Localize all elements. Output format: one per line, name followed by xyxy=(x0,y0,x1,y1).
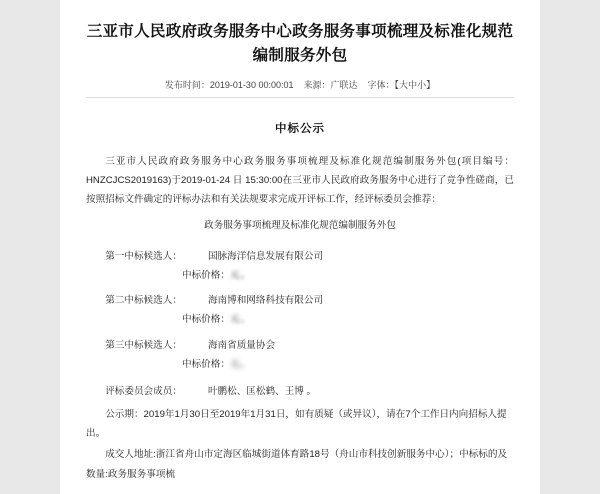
project-name-line: 政务服务事项梳理及标准化规范编制服务外包 xyxy=(204,219,396,231)
intro-paragraph: 三亚市人民政府政务服务中心政务服务事项梳理及标准化规范编制服务外包(项目编号：HNZCJCS2019163)于2019-01-24 日 15:30:00在三亚市人民政府政务服务中心进行了竞争性磋商，已按照招标文件确定的评标办法和有关法规要求完成开评标工作，经评标委员会推荐： xyxy=(86,156,514,206)
candidate-price-row xyxy=(86,355,514,374)
candidate-price-value: 元。 xyxy=(229,269,252,281)
review-committee-members: 叶鹏松、匡松鹤、王博 。 xyxy=(207,385,317,397)
font-size-small-button[interactable]: 小 xyxy=(417,80,427,91)
source-value: 广联达 xyxy=(330,80,358,91)
font-size-label: 字体： xyxy=(367,80,395,91)
font-size-bracket-open: 【 xyxy=(394,80,400,91)
candidate-block-3 xyxy=(86,336,514,374)
candidate-name: 海南博和网络科技有限公司 xyxy=(207,295,324,307)
candidate-name: 国脉海洋信息发展有限公司 xyxy=(207,250,324,262)
candidate-rank-label: 第一中标候选人： xyxy=(105,250,182,262)
candidate-block-1 xyxy=(86,247,514,285)
notice-period-row: 公示期：2019年1月30日至2019年1月31日，如有质疑（或异议），请在7个工作日内向招标人提出。 xyxy=(86,409,507,440)
header-divider xyxy=(86,97,514,98)
review-committee-row xyxy=(86,382,514,401)
font-size-large-button[interactable]: 大 xyxy=(399,80,409,91)
publish-time xyxy=(165,78,294,91)
candidate-row xyxy=(86,291,514,310)
section-title: 中标公示 xyxy=(275,123,325,136)
source-label: 来源： xyxy=(303,80,331,91)
candidate-price-row xyxy=(86,266,514,285)
font-size-controls xyxy=(368,78,436,91)
candidate-price-label: 中标价格： xyxy=(182,269,230,281)
font-size-bracket-close: 】 xyxy=(426,80,436,91)
publish-time-value: 2019-01-30 00:00:01 xyxy=(209,80,294,91)
document-page xyxy=(60,0,540,494)
page-title: 三亚市人民政府政务服务中心政务服务事项梳理及标准化规范编制服务外包 xyxy=(86,23,514,65)
review-committee-label: 评标委员会成员： xyxy=(105,385,182,397)
source xyxy=(303,78,357,91)
candidate-price-row xyxy=(86,310,514,329)
publish-time-label: 发布时间： xyxy=(164,80,210,91)
candidate-name: 海南省质量协会 xyxy=(207,339,276,351)
candidate-row xyxy=(86,247,514,266)
document-meta-bar xyxy=(86,78,514,91)
font-size-medium-button[interactable]: 中 xyxy=(408,80,418,91)
candidate-block-2 xyxy=(86,291,514,329)
candidate-row xyxy=(86,336,514,355)
candidate-price-value: 元。 xyxy=(229,358,252,370)
candidate-price-value: 元。 xyxy=(229,314,252,326)
candidate-rank-label: 第二中标候选人： xyxy=(105,295,182,307)
candidate-price-label: 中标价格： xyxy=(182,314,230,326)
winner-address-row: 成交人地址:浙江省舟山市定海区临城街道体育路18号（舟山市科技创新服务中心）；中标标的及数量:政务服务事项梳 xyxy=(86,449,508,480)
candidate-price-label: 中标价格： xyxy=(182,358,230,370)
candidate-rank-label: 第三中标候选人： xyxy=(105,339,182,351)
